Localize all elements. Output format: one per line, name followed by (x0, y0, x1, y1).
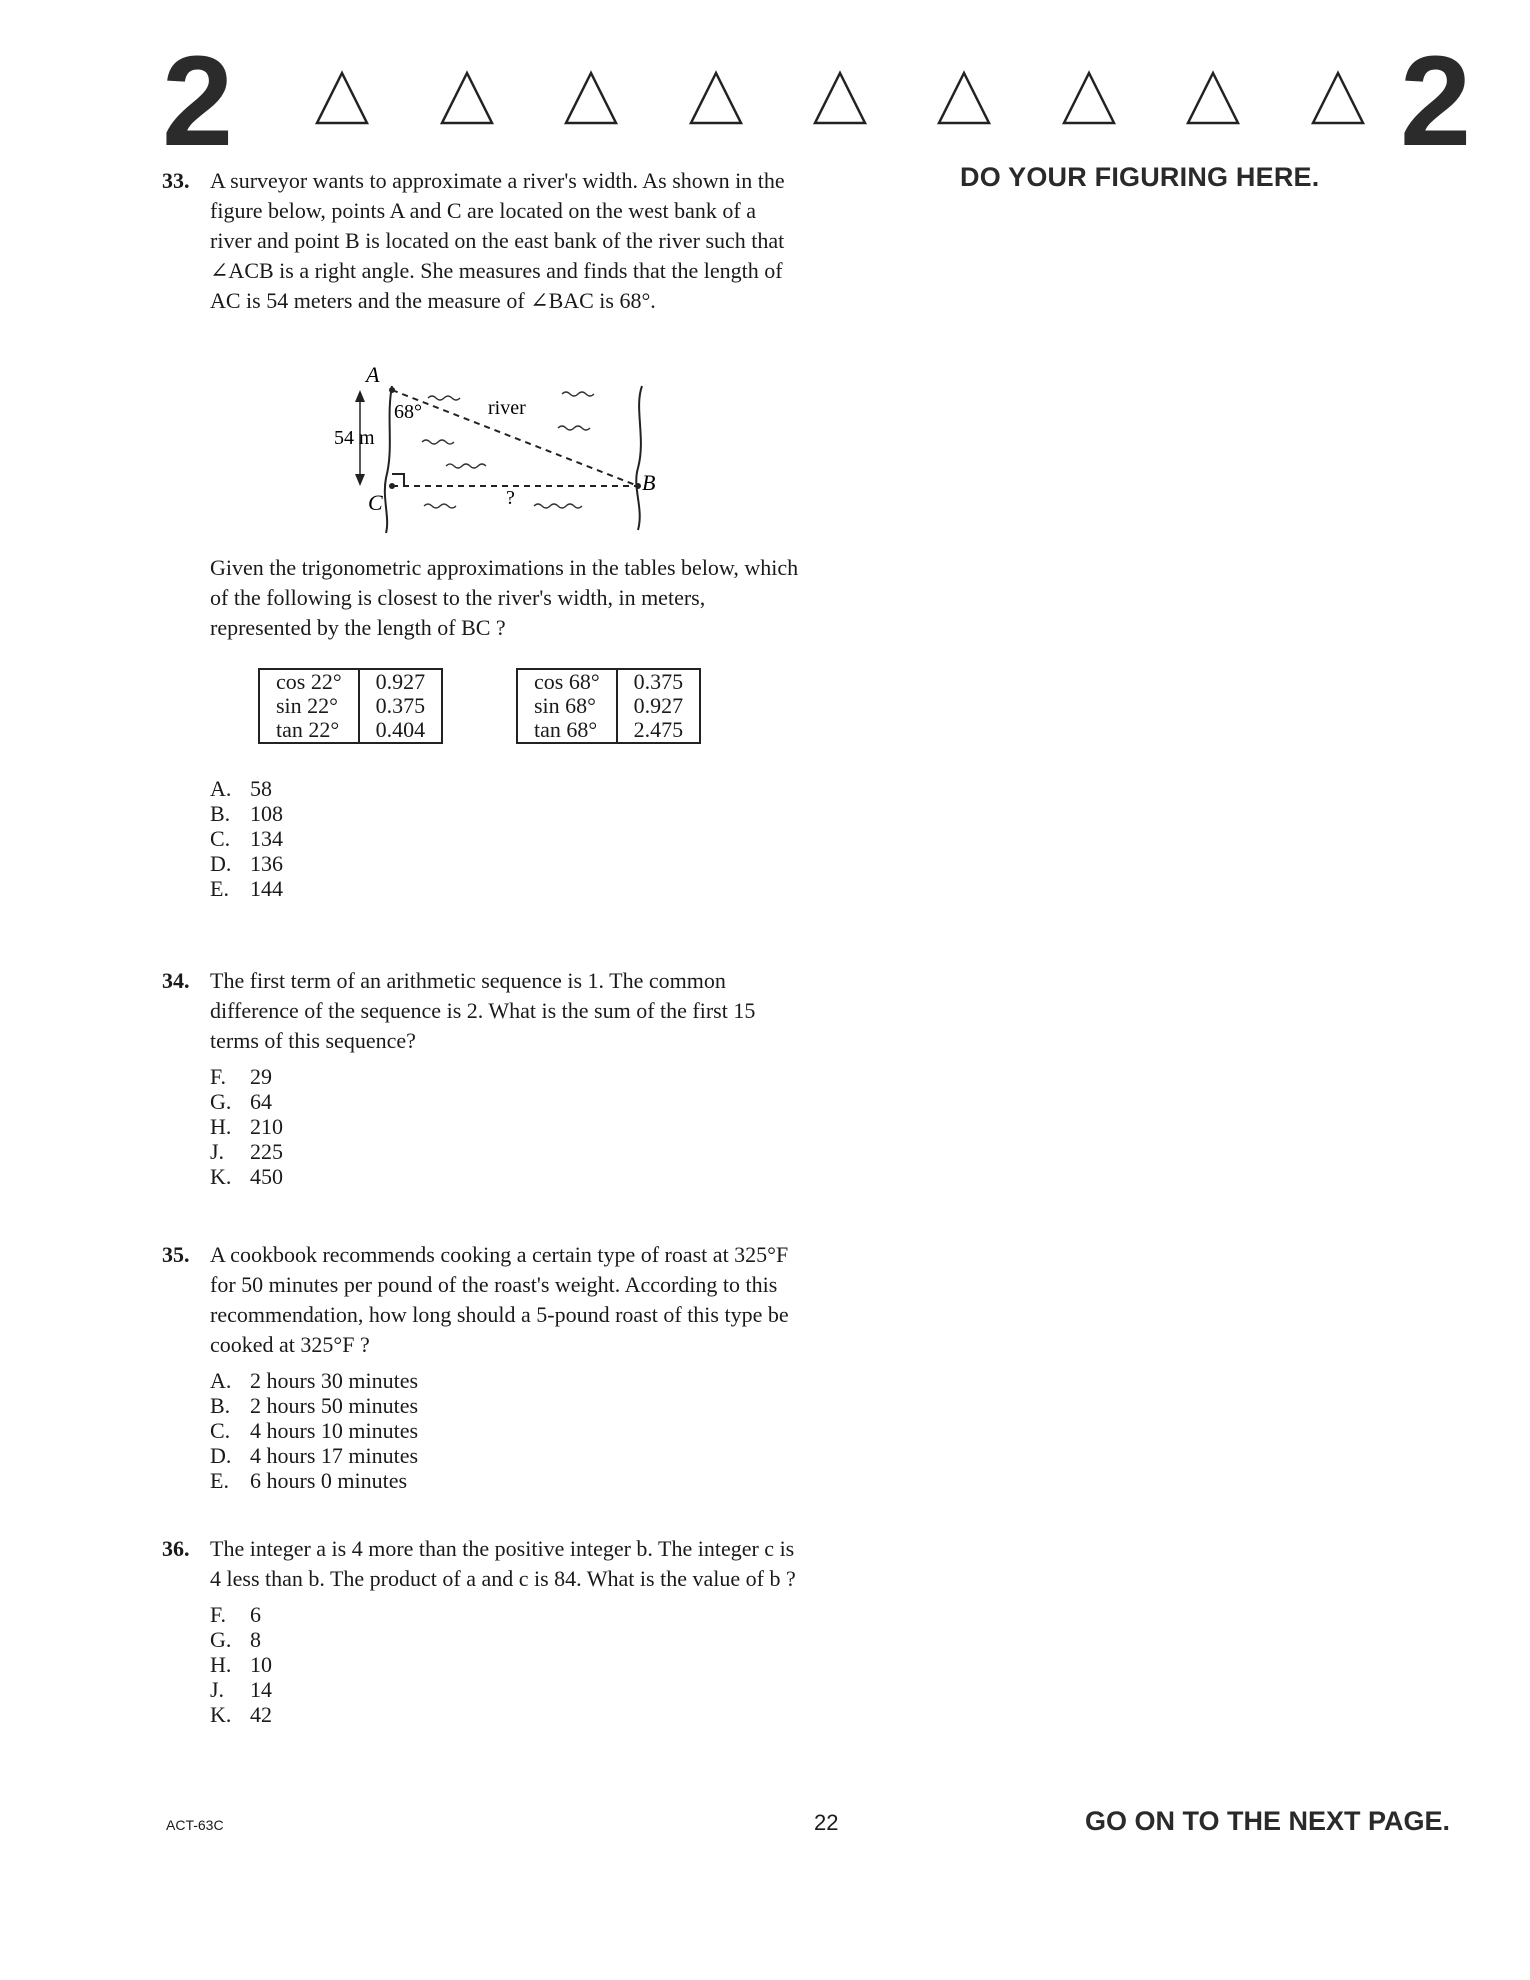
question-35 (162, 1240, 802, 1493)
east-bank-line (636, 386, 642, 530)
choice-text: 58 (250, 776, 272, 801)
answer-choice[interactable] (210, 1393, 802, 1418)
question-36 (162, 1534, 802, 1727)
angle-label: 68° (394, 401, 422, 423)
answer-choice[interactable] (210, 1443, 802, 1468)
trig-value: 0.927 (633, 693, 684, 718)
section-number-left: 2 (162, 30, 234, 173)
triangle-icon (1310, 70, 1366, 126)
choice-letter: K. (210, 1164, 232, 1189)
answer-choice[interactable] (210, 1468, 802, 1493)
trig-functions (259, 669, 359, 743)
choice-text: 2 hours 30 minutes (250, 1368, 419, 1393)
question-33-prompt: Given the trigonometric approximations in the tables below, which of the following is closest to the river's width, in meters, represented by the length of BC ? (210, 555, 799, 640)
choice-letter: C. (210, 1418, 231, 1443)
choice-text: 4 hours 10 minutes (250, 1418, 419, 1443)
length-label: 54 m (334, 427, 375, 449)
triangle-icon (563, 70, 619, 126)
choice-letter: F. (210, 1064, 226, 1089)
triangle-icon (1185, 70, 1241, 126)
answer-choice[interactable] (210, 1164, 802, 1189)
question-number: 35. (162, 1242, 190, 1267)
river-diagram (320, 358, 680, 538)
next-page-note: GO ON TO THE NEXT PAGE. (1085, 1806, 1451, 1836)
choice-text: 8 (250, 1627, 261, 1652)
label-b: B (642, 470, 656, 495)
west-bank-line (385, 386, 392, 533)
triangle-icon (439, 70, 495, 126)
question-33 (162, 166, 802, 316)
trig-table-68 (516, 668, 701, 744)
triangle-icon (314, 70, 370, 126)
choice-letter: C. (210, 826, 231, 851)
choice-letter: K. (210, 1702, 232, 1727)
answer-choice[interactable] (210, 826, 283, 851)
label-a: A (366, 362, 380, 387)
trig-value: 0.375 (375, 693, 426, 718)
answer-choice[interactable] (210, 1139, 802, 1164)
answer-choice[interactable] (210, 1368, 802, 1393)
label-c: C (368, 490, 383, 515)
trig-fn: tan 68° (534, 717, 598, 742)
choice-text: 64 (250, 1089, 272, 1114)
choice-letter: A. (210, 1368, 232, 1393)
answer-choices (210, 1368, 802, 1493)
point-b (635, 483, 641, 489)
answer-choice[interactable] (210, 1627, 802, 1652)
answer-choice[interactable] (210, 801, 283, 826)
choice-letter: D. (210, 1443, 232, 1468)
question-text: The first term of an arithmetic sequence is 1. The common difference of the sequence is 2. What is the sum of the first 15 terms of this sequence? (210, 968, 756, 1053)
answer-choice[interactable] (210, 876, 283, 901)
arrowhead-up (355, 390, 365, 402)
answer-choice[interactable] (210, 1064, 802, 1089)
choice-letter: E. (210, 1468, 229, 1493)
answer-choice[interactable] (210, 1677, 802, 1702)
choice-text: 2 hours 50 minutes (250, 1393, 419, 1418)
trig-value: 0.927 (375, 669, 426, 694)
choice-letter: D. (210, 851, 232, 876)
choice-text: 108 (250, 801, 283, 826)
question-number: 34. (162, 968, 190, 993)
choice-text: 6 (250, 1602, 261, 1627)
river-label: river (488, 397, 526, 419)
answer-choice[interactable] (210, 1114, 802, 1139)
choice-text: 134 (250, 826, 283, 851)
trig-value: 2.475 (633, 717, 684, 742)
choice-text: 42 (250, 1702, 272, 1727)
trig-functions (517, 669, 617, 743)
choice-text: 210 (250, 1114, 283, 1139)
answer-choices (210, 1602, 802, 1727)
answer-choice[interactable] (210, 851, 283, 876)
question-text: A cookbook recommends cooking a certain type of roast at 325°F for 50 minutes per pound of the roast's weight. According to this recommendation, how long should a 5-pound roast of this type be cooked at 325°F ? (210, 1242, 789, 1357)
triangle-icon (1061, 70, 1117, 126)
trig-values (617, 669, 701, 743)
choice-letter: B. (210, 1393, 231, 1418)
trig-fn: cos 22° (276, 669, 342, 694)
answer-choice[interactable] (210, 1602, 802, 1627)
triangle-icon (812, 70, 868, 126)
choice-text: 225 (250, 1139, 283, 1164)
question-number: 33. (162, 168, 190, 193)
answer-choice[interactable] (210, 776, 283, 801)
choice-text: 14 (250, 1677, 272, 1702)
arrowhead-down (355, 474, 365, 486)
choice-text: 136 (250, 851, 283, 876)
trig-table-22 (258, 668, 443, 744)
choice-letter: A. (210, 776, 232, 801)
answer-choices (210, 1064, 802, 1189)
trig-value: 0.375 (633, 669, 684, 694)
choice-letter: B. (210, 801, 231, 826)
answer-choice[interactable] (210, 1702, 802, 1727)
trig-fn: tan 22° (276, 717, 340, 742)
trig-values (359, 669, 443, 743)
question-number: 36. (162, 1536, 190, 1561)
choice-letter: G. (210, 1089, 232, 1114)
point-c (389, 483, 395, 489)
point-a (389, 387, 395, 393)
choice-text: 10 (250, 1652, 272, 1677)
section-number-right: 2 (1400, 30, 1472, 173)
choice-letter: J. (210, 1677, 225, 1702)
page-number: 22 (814, 1810, 839, 1835)
answer-choice[interactable] (210, 1652, 802, 1677)
trig-fn: sin 68° (534, 693, 596, 718)
answer-choice[interactable] (210, 1089, 802, 1114)
choice-text: 4 hours 17 minutes (250, 1443, 419, 1468)
choice-text: 6 hours 0 minutes (250, 1468, 408, 1493)
question-34 (162, 966, 802, 1189)
trig-value: 0.404 (375, 717, 426, 742)
choice-letter: H. (210, 1652, 232, 1677)
triangle-icon (688, 70, 744, 126)
choice-letter: G. (210, 1627, 232, 1652)
unknown-label: ? (506, 487, 515, 509)
choice-letter: F. (210, 1602, 226, 1627)
choice-text: 450 (250, 1164, 283, 1189)
trig-fn: cos 68° (534, 669, 600, 694)
question-text: The integer a is 4 more than the positive integer b. The integer c is 4 less than b. The product of a and c is 84. What is the value of b ? (210, 1536, 796, 1591)
figuring-note: DO YOUR FIGURING HERE. (960, 162, 1320, 192)
form-code: ACT-63C (166, 1817, 224, 1833)
question-text: A surveyor wants to approximate a river's width. As shown in the figure below, points A and C are located on the west bank of a river and point B is located on the east bank of the river such that ∠ACB is a right angle. She measures and finds that the length of AC is 54 meters and the measure of ∠BAC is 68°. (210, 168, 785, 313)
answer-choices (210, 776, 283, 901)
trig-fn: sin 22° (276, 693, 338, 718)
triangle-row (280, 70, 1400, 130)
choice-text: 29 (250, 1064, 272, 1089)
choice-letter: E. (210, 876, 229, 901)
choice-text: 144 (250, 876, 283, 901)
answer-choice[interactable] (210, 1418, 802, 1443)
triangle-icon (936, 70, 992, 126)
choice-letter: H. (210, 1114, 232, 1139)
choice-letter: J. (210, 1139, 225, 1164)
